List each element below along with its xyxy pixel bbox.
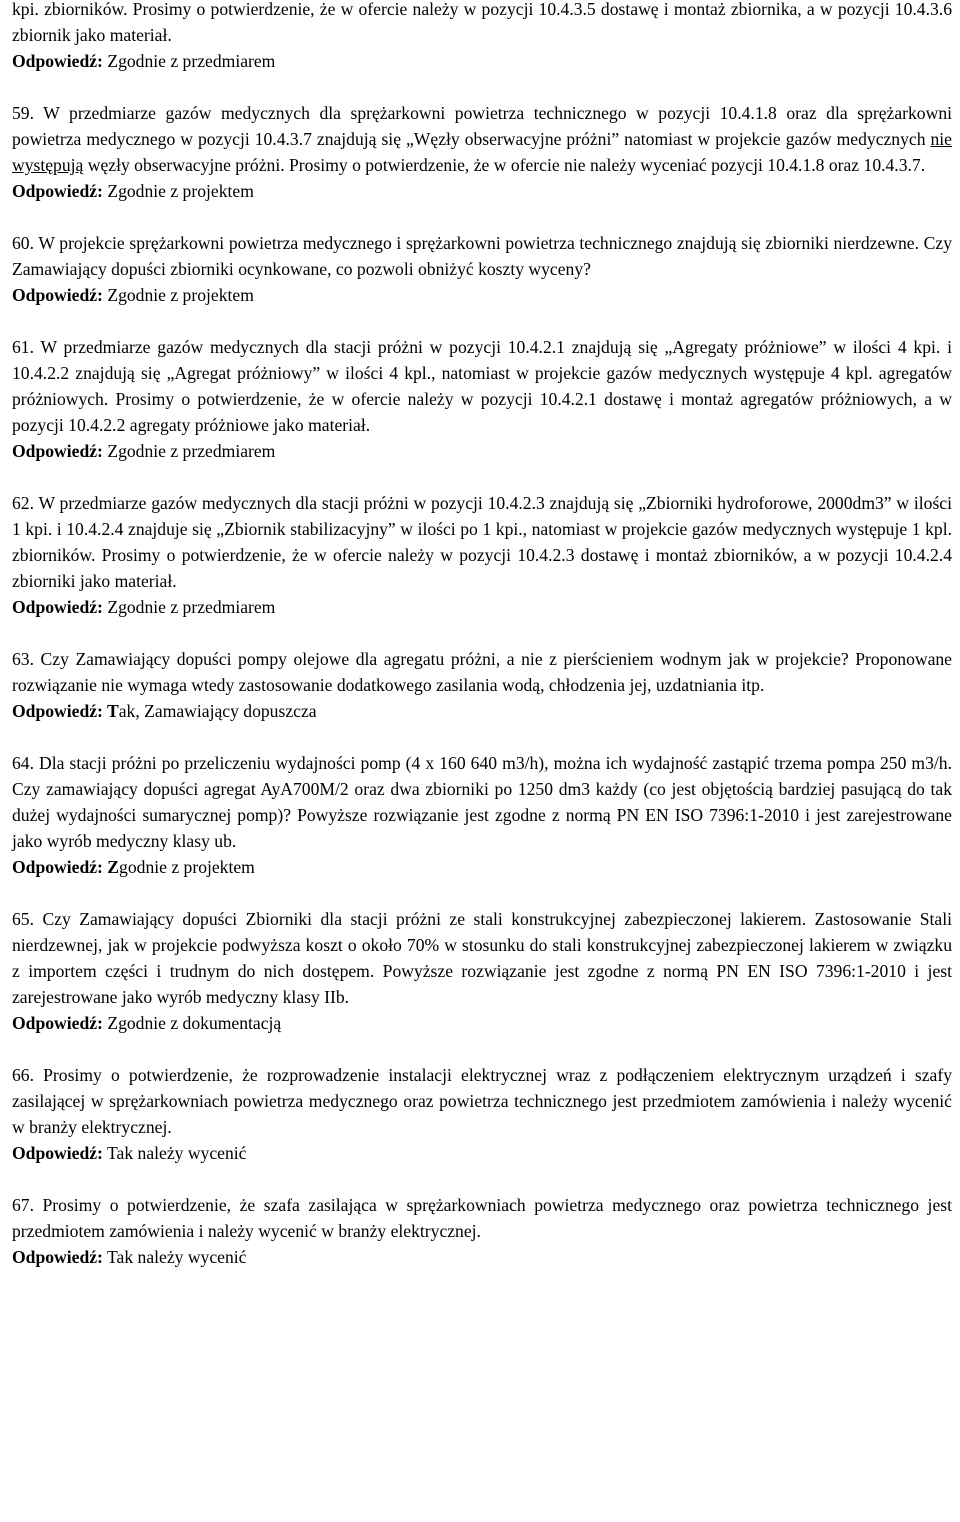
question-64: [12, 750, 952, 880]
question-67: [12, 1192, 952, 1270]
answer-text: Zgodnie z dokumentacją: [102, 1013, 282, 1033]
answer-text: Zgodnie z przedmiarem: [102, 597, 276, 617]
answer-text: ak, Zamawiający dopuszcza: [118, 701, 317, 721]
answer-line: [12, 48, 952, 74]
question-60: [12, 230, 952, 308]
question-66: [12, 1062, 952, 1166]
answer-label: Odpowiedź:: [12, 285, 103, 305]
underlined-text: nie występują: [12, 129, 952, 175]
answer-line: [12, 438, 952, 464]
answer-text: Zgodnie z przedmiarem: [102, 441, 276, 461]
answer-line: [12, 282, 952, 308]
answer-label: Odpowiedź:: [12, 1143, 103, 1163]
question-text: 61. W przedmiarze gazów medycznych dla stacji próżni w pozycji 10.4.2.1 znajdują się „Agregaty próżniowe” w ilości 4 kpi. i 10.4.2.2 znajdują się „Agregat próżniowy” w ilości 4 kpl., natomiast w projekcie gazów medycznych występuje 4 kpl. agregatów próżniowych. Prosimy o potwierdzenie, że w ofercie należy w pozycji 10.4.2.1 dostawę i montaż agregatów próżniowych, a w pozycji 10.4.2.2 agregaty próżniowe jako materiał.: [12, 337, 952, 435]
question-59: [12, 100, 952, 204]
question-text: 63. Czy Zamawiający dopuści pompy olejowe dla agregatu próżni, a nie z pierścieniem wodnym jak w projekcie? Proponowane rozwiązanie nie wymaga wtedy zastosowanie dodatkowego zasilania wodą, chłodzenia jej, uzdatniania itp.: [12, 649, 952, 695]
answer-line: [12, 1140, 952, 1166]
answer-text: Tak należy wycenić: [102, 1247, 247, 1267]
question-63: [12, 646, 952, 724]
question-continuation: [12, 0, 952, 74]
question-text: 64. Dla stacji próżni po przeliczeniu wydajności pomp (4 x 160 640 m3/h), można ich wydajność zastąpić trzema pompa 250 m3/h. Czy zamawiający dopuści agregat AyA700M/2 oraz dwa zbiorniki po 1250 dm3 każdy (co jest objętością bardziej pasującą do tak dużej wydajności sumarycznej pomp)? Powyższe rozwiązanie jest zgodne z normą PN EN ISO 7396:1-2010 i jest zarejestrowane jako wyrób medyczny klasy ub.: [12, 753, 952, 851]
question-text: kpi. zbiorników. Prosimy o potwierdzenie, że w ofercie należy w pozycji 10.4.3.5 dostawę i montaż zbiornika, a w pozycji 10.4.3.6 zbiornik jako materiał.: [12, 0, 952, 45]
answer-line: [12, 1244, 952, 1270]
question-text: 62. W przedmiarze gazów medycznych dla stacji próżni w pozycji 10.4.2.3 znajdują się „Zbiorniki hydroforowe, 2000dm3” w ilości 1 kpi. i 10.4.2.4 znajduje się „Zbiornik stabilizacyjny” w ilości po 1 kpi., natomiast w projekcie gazów medycznych występuje 1 kpl. zbiorników. Prosimy o potwierdzenie, że w ofercie należy w pozycji 10.4.2.3 dostawę i montaż zbiorników, a w pozycji 10.4.2.4 zbiorniki jako materiał.: [12, 493, 952, 591]
question-text: 67. Prosimy o potwierdzenie, że szafa zasilająca w sprężarkowniach powietrza medycznego oraz powietrza technicznego jest przedmiotem zamówienia i należy wycenić w branży elektrycznej.: [12, 1195, 952, 1241]
answer-text: Tak należy wycenić: [102, 1143, 247, 1163]
question-61: [12, 334, 952, 464]
answer-line: [12, 594, 952, 620]
question-text: [12, 100, 952, 178]
answer-label: Odpowiedź:: [12, 51, 103, 71]
answer-text: Zgodnie z projektem: [102, 181, 254, 201]
answer-line: [12, 1010, 952, 1036]
answer-text: Zgodnie z projektem: [102, 285, 254, 305]
question-text: 65. Czy Zamawiający dopuści Zbiorniki dla stacji próżni ze stali konstrukcyjnej zabezpieczonej lakierem. Zastosowanie Stali nierdzewnej, jak w projekcie podwyższa koszt o około 70% w stosunku do stali konstrukcyjnej zabezpieczonej lakierem w związku z importem części i trudnym do nich dostępem. Powyższe rozwiązanie jest zgodne z normą PN EN ISO 7396:1-2010 i jest zarejestrowane jako wyrób medyczny klasy IIb.: [12, 909, 952, 1007]
question-text: 66. Prosimy o potwierdzenie, że rozprowadzenie instalacji elektrycznej wraz z podłączeniem elektrycznym urządzeń i szafy zasilającej w sprężarkowniach powietrza medycznego oraz powietrza technicznego jest przedmiotem zamówienia i należy wycenić w branży elektrycznej.: [12, 1065, 952, 1137]
answer-text: godnie z projektem: [119, 857, 255, 877]
question-62: [12, 490, 952, 620]
answer-label: Odpowiedź: Z: [12, 857, 120, 877]
answer-label: Odpowiedź:: [12, 1247, 103, 1267]
question-65: [12, 906, 952, 1036]
question-text-part: 59. W przedmiarze gazów medycznych dla sprężarkowni powietrza technicznego w pozycji 10.4.1.8 oraz dla sprężarkowni powietrza medycznego w pozycji 10.4.3.7 znajdują się „Węzły obserwacyjne próżni” natomiast w projekcie gazów medycznych: [12, 103, 952, 149]
answer-line: [12, 698, 952, 724]
answer-label: Odpowiedź:: [12, 597, 103, 617]
question-text-part: węzły obserwacyjne próżni. Prosimy o potwierdzenie, że w ofercie nie należy wyceniać pozycji 10.4.1.8 oraz 10.4.3.7.: [83, 155, 926, 175]
answer-line: [12, 178, 952, 204]
answer-text: Zgodnie z przedmiarem: [102, 51, 276, 71]
answer-label: Odpowiedź: T: [12, 701, 119, 721]
answer-line: [12, 854, 952, 880]
answer-label: Odpowiedź:: [12, 181, 103, 201]
answer-label: Odpowiedź:: [12, 1013, 103, 1033]
question-text: 60. W projekcie sprężarkowni powietrza medycznego i sprężarkowni powietrza technicznego znajdują się zbiorniki nierdzewne. Czy Zamawiający dopuści zbiorniki ocynkowane, co pozwoli obniżyć koszty wyceny?: [12, 233, 952, 279]
answer-label: Odpowiedź:: [12, 441, 103, 461]
